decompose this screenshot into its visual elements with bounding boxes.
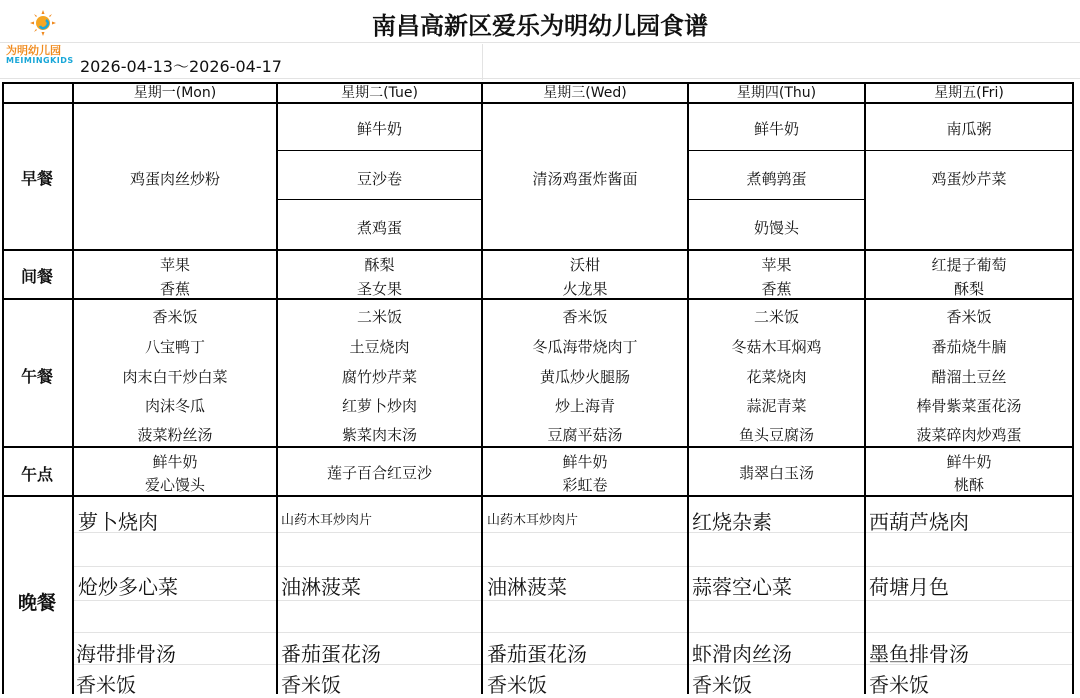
menu-item: 煮鹌鹑蛋 — [746, 170, 807, 188]
row-label-tea: 午点 — [20, 465, 53, 484]
menu-item: 鲜牛奶 — [152, 453, 198, 471]
menu-item: 鲜牛奶 — [562, 453, 608, 471]
menu-item: 香米饭 — [281, 673, 341, 697]
menu-item: 香米饭 — [869, 673, 929, 697]
menu-item: 山药木耳炒肉片 — [281, 513, 373, 528]
menu-item: 二米饭 — [356, 308, 402, 326]
gridline — [74, 600, 1074, 601]
page-title: 南昌高新区爱乐为明幼儿园食谱 — [372, 12, 708, 40]
menu-item: 油淋菠菜 — [487, 575, 567, 599]
gridline — [482, 44, 483, 80]
menu-item: 番茄烧牛腩 — [931, 338, 1007, 356]
gridline — [74, 632, 1074, 633]
logo-text-cn: 为明幼儿园 — [6, 44, 61, 57]
menu-item: 西葫芦烧肉 — [869, 510, 969, 534]
date-range: 2026-04-13～2026-04-17 — [80, 57, 282, 76]
cell-divider — [278, 199, 481, 200]
menu-item: 棒骨紫菜蛋花汤 — [916, 397, 1022, 415]
menu-item: 酥梨 — [364, 256, 395, 274]
gridline — [0, 78, 1080, 79]
menu-item: 豆腐平菇汤 — [547, 426, 623, 444]
menu-item: 香蕉 — [761, 280, 792, 298]
menu-item: 荷塘月色 — [869, 575, 949, 599]
menu-item: 红烧杂素 — [692, 510, 772, 534]
menu-item: 香米饭 — [152, 308, 198, 326]
day-header-thu: 星期四(Thu) — [736, 85, 817, 101]
gridline — [0, 42, 1080, 43]
menu-item: 油淋菠菜 — [281, 575, 361, 599]
menu-item: 二米饭 — [753, 308, 799, 326]
menu-item: 番茄蛋花汤 — [281, 642, 381, 666]
menu-item: 炒上海青 — [554, 397, 615, 415]
menu-item: 冬瓜海带烧肉丁 — [532, 338, 638, 356]
table-border — [2, 249, 1074, 251]
table-border — [2, 446, 1074, 448]
row-label-breakfast: 早餐 — [20, 169, 53, 188]
menu-item: 香米饭 — [487, 673, 547, 697]
menu-item: 鲜牛奶 — [946, 453, 992, 471]
day-header-wed: 星期三(Wed) — [543, 85, 627, 101]
menu-item: 蒜泥青菜 — [746, 397, 807, 415]
menu-item: 香米饭 — [562, 308, 608, 326]
menu-item: 清汤鸡蛋炸酱面 — [532, 170, 638, 188]
menu-item: 鲜牛奶 — [356, 120, 402, 138]
menu-item: 花菜烧肉 — [746, 368, 807, 386]
menu-item: 翡翠白玉汤 — [738, 464, 814, 482]
menu-item: 香蕉 — [159, 280, 190, 298]
day-header-fri: 星期五(Fri) — [934, 85, 1004, 101]
logo-text-en: MEIMINGKIDS — [6, 56, 74, 65]
menu-item: 冬菇木耳焖鸡 — [731, 338, 822, 356]
menu-item: 鲜牛奶 — [753, 120, 799, 138]
table-border — [1072, 82, 1074, 694]
menu-item: 香米饭 — [946, 308, 992, 326]
menu-item: 腐竹炒芹菜 — [341, 368, 417, 386]
cell-divider — [689, 199, 864, 200]
menu-item: 奶馒头 — [753, 219, 799, 237]
menu-item: 苹果 — [159, 256, 190, 274]
menu-item: 番茄蛋花汤 — [487, 642, 587, 666]
menu-item: 爱心馒头 — [144, 476, 205, 494]
menu-item: 黄瓜炒火腿肠 — [539, 368, 630, 386]
menu-item: 墨鱼排骨汤 — [869, 642, 969, 666]
cell-divider — [689, 150, 864, 151]
menu-item: 醋溜土豆丝 — [931, 368, 1007, 386]
menu-item: 肉沫冬瓜 — [144, 397, 205, 415]
menu-item: 蒜蓉空心菜 — [692, 575, 792, 599]
menu-item: 鱼头豆腐汤 — [738, 426, 814, 444]
menu-item: 南瓜粥 — [946, 120, 992, 138]
menu-item: 肉末白干炒白菜 — [122, 368, 228, 386]
menu-item: 香米饭 — [76, 673, 136, 697]
menu-item: 菠菜粉丝汤 — [137, 426, 213, 444]
menu-item: 豆沙卷 — [356, 170, 402, 188]
table-border — [2, 495, 1074, 497]
menu-item: 萝卜烧肉 — [78, 510, 158, 534]
row-label-snack: 间餐 — [20, 267, 53, 286]
menu-item: 炝炒多心菜 — [78, 575, 178, 599]
menu-item: 桃酥 — [953, 476, 984, 494]
menu-item: 紫菜肉末汤 — [341, 426, 417, 444]
menu-item: 红提子葡萄 — [931, 256, 1007, 274]
menu-item: 酥梨 — [953, 280, 984, 298]
cell-divider — [278, 150, 481, 151]
menu-item: 沃柑 — [569, 256, 600, 274]
menu-item: 香米饭 — [692, 673, 752, 697]
menu-item: 虾滑肉丝汤 — [692, 642, 792, 666]
menu-item: 菠菜碎肉炒鸡蛋 — [916, 426, 1022, 444]
menu-item: 海带排骨汤 — [76, 642, 176, 666]
menu-item: 火龙果 — [562, 280, 608, 298]
menu-item: 莲子百合红豆沙 — [326, 464, 432, 482]
gridline — [74, 566, 1074, 567]
menu-item: 土豆烧肉 — [349, 338, 410, 356]
menu-item: 八宝鸭丁 — [144, 338, 205, 356]
row-label-lunch: 午餐 — [20, 367, 53, 386]
menu-item: 苹果 — [761, 256, 792, 274]
menu-item: 煮鸡蛋 — [356, 219, 402, 237]
day-header-tue: 星期二(Tue) — [341, 85, 418, 101]
menu-item: 彩虹卷 — [562, 476, 608, 494]
day-header-mon: 星期一(Mon) — [133, 85, 217, 101]
menu-item: 鸡蛋肉丝炒粉 — [129, 170, 220, 188]
row-label-dinner: 晚餐 — [17, 592, 56, 614]
menu-item: 山药木耳炒肉片 — [487, 513, 579, 528]
cell-divider — [866, 150, 1072, 151]
menu-item: 红萝卜炒肉 — [341, 397, 417, 415]
menu-item: 圣女果 — [356, 280, 402, 298]
menu-item: 鸡蛋炒芹菜 — [931, 170, 1007, 188]
